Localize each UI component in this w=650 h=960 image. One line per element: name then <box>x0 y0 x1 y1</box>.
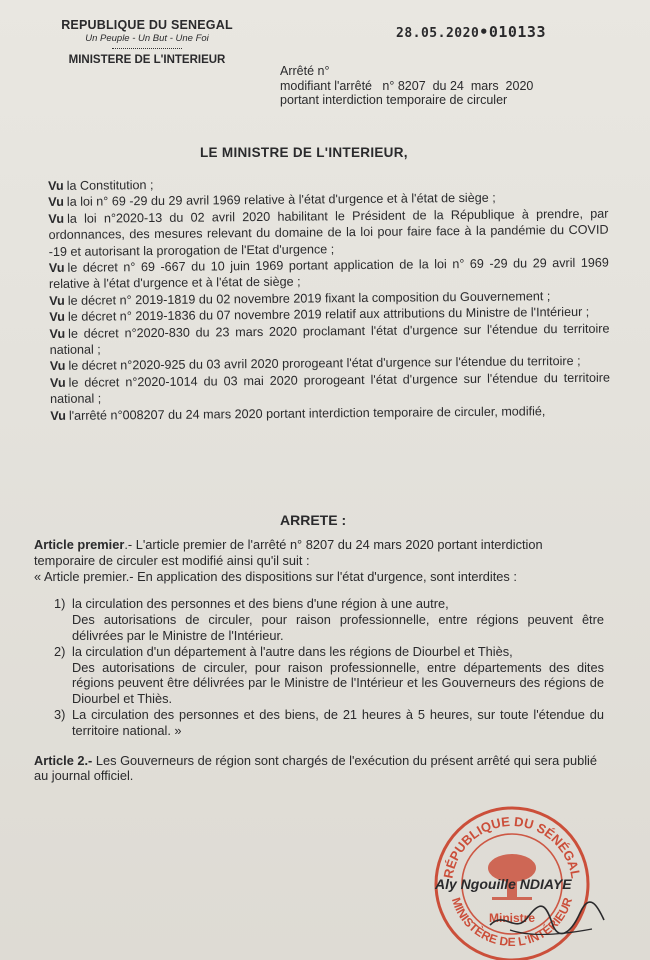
consideration-item: Vu la Constitution ; <box>48 177 154 193</box>
seal-bottom-text: MINISTÈRE DE L'INTÉRIEUR <box>448 895 576 950</box>
article-2 <box>34 753 604 785</box>
reference-code: 010133 <box>488 23 546 41</box>
article-premier <box>34 537 604 584</box>
reference-date: 28.05.2020 <box>396 26 480 41</box>
article-text: .- L'article premier de l'arrêté n° 8207 du 24 mars 2020 portant interdiction temporaire de circuler est modifié ainsi qu'il suit : <box>34 537 543 568</box>
list-item: 2) la circulation d'un département à l'autre dans les régions de Diourbel et Thiès, Des autorisations de circuler, pour raison professionnelle, entre départements des dites régions peuvent être délivrées par le Ministre de l'Intérieur et les Gouverneurs des régions de Diourbel et Thiès. <box>54 643 604 707</box>
considerations-list <box>48 173 610 424</box>
article-label: Article 2.- <box>34 752 93 768</box>
consideration-item: Vu le décret n°2020-925 du 03 avril 2020 prorogeant l'état d'urgence sur l'étendue du territoire ; <box>49 354 581 374</box>
seal-top-text: RÉPUBLIQUE DU SÉNÉGAL <box>440 813 584 880</box>
subject-line: portant interdiction temporaire de circuler <box>280 93 508 107</box>
list-item: 3) La circulation des personnes et des biens, de 21 heures à 5 heures, sur toute l'étendue du territoire national. » <box>54 706 604 738</box>
list-item: 1) la circulation des personnes et des biens d'une région à une autre, Des autorisations de circuler, pour raison professionnelle, entre régions peuvent être délivrées par le Ministre de l'Intérieur. <box>54 596 604 643</box>
consideration-item: Vu la loi n°2020-13 du 02 avril 2020 habilitant le Président de la République à prendre, par ordonnances, des mesures relevant du domaine de la loi pour faire face à la pandémie du COVID -19 et autorisant la prorogation de l'Etat d'urgence ; <box>48 206 609 259</box>
article-text: Les Gouverneurs de région sont chargés de l'exécution du présent arrêté qui sera publié au journal officiel. <box>34 752 598 784</box>
article-quote: « Article premier.- En application des dispositions sur l'état d'urgence, sont interdites : <box>34 568 517 584</box>
minister-heading: LE MINISTRE DE L'INTERIEUR, <box>200 145 408 160</box>
handwritten-signature <box>480 885 610 945</box>
consideration-item: Vu le décret n°2020-830 du 23 mars 2020 proclamant l'état d'urgence sur l'étendue du territoire national ; <box>49 321 610 358</box>
consideration-item: Vu le décret n° 2019-1819 du 02 novembre 2019 fixant la composition du Gouvernement ; <box>49 289 551 308</box>
consideration-item: Vu le décret n° 2019-1836 du 07 novembre 2019 relatif aux attributions du Ministre de l'Intérieur ; <box>49 305 590 325</box>
articles <box>34 537 604 784</box>
seal-center-text: Ministre <box>488 911 536 925</box>
subject-line: modifiant l'arrêté n° 8207 du 24 mars 2020 <box>280 78 534 93</box>
national-motto: Un Peuple - Un But - Une Foi <box>85 33 209 44</box>
header-divider <box>112 48 182 49</box>
subject-line: Arrêté n° <box>280 64 330 78</box>
signatory-name: Aly Ngouille NDIAYE <box>435 876 572 892</box>
country-name: REPUBLIQUE DU SENEGAL <box>61 18 233 32</box>
reference-separator: • <box>479 23 489 41</box>
prohibitions-list <box>54 596 604 738</box>
consideration-item: Vu l'arrêté n°008207 du 24 mars 2020 portant interdiction temporaire de circuler, modifié, <box>50 403 546 423</box>
decree-subject <box>280 64 600 108</box>
arrete-heading: ARRETE : <box>280 512 347 528</box>
consideration-item: Vu la loi n° 69 -29 du 29 avril 1969 relative à l'état d'urgence et à l'état de siège ; <box>48 191 496 210</box>
letterhead <box>52 18 242 66</box>
reference-number <box>396 23 546 41</box>
consideration-item: Vu le décret n°2020-1014 du 03 mai 2020 prorogeant l'état d'urgence sur l'étendue du territoire national ; <box>49 370 611 407</box>
consideration-item: Vu le décret n° 69 -667 du 10 juin 1969 portant application de la loi n° 69 -29 du 29 avril 1969 relative à l'état d'urgence et à l'état de siège ; <box>48 255 609 292</box>
ministry-name: MINISTERE DE L'INTERIEUR <box>68 54 226 66</box>
article-label: Article premier <box>34 537 125 552</box>
